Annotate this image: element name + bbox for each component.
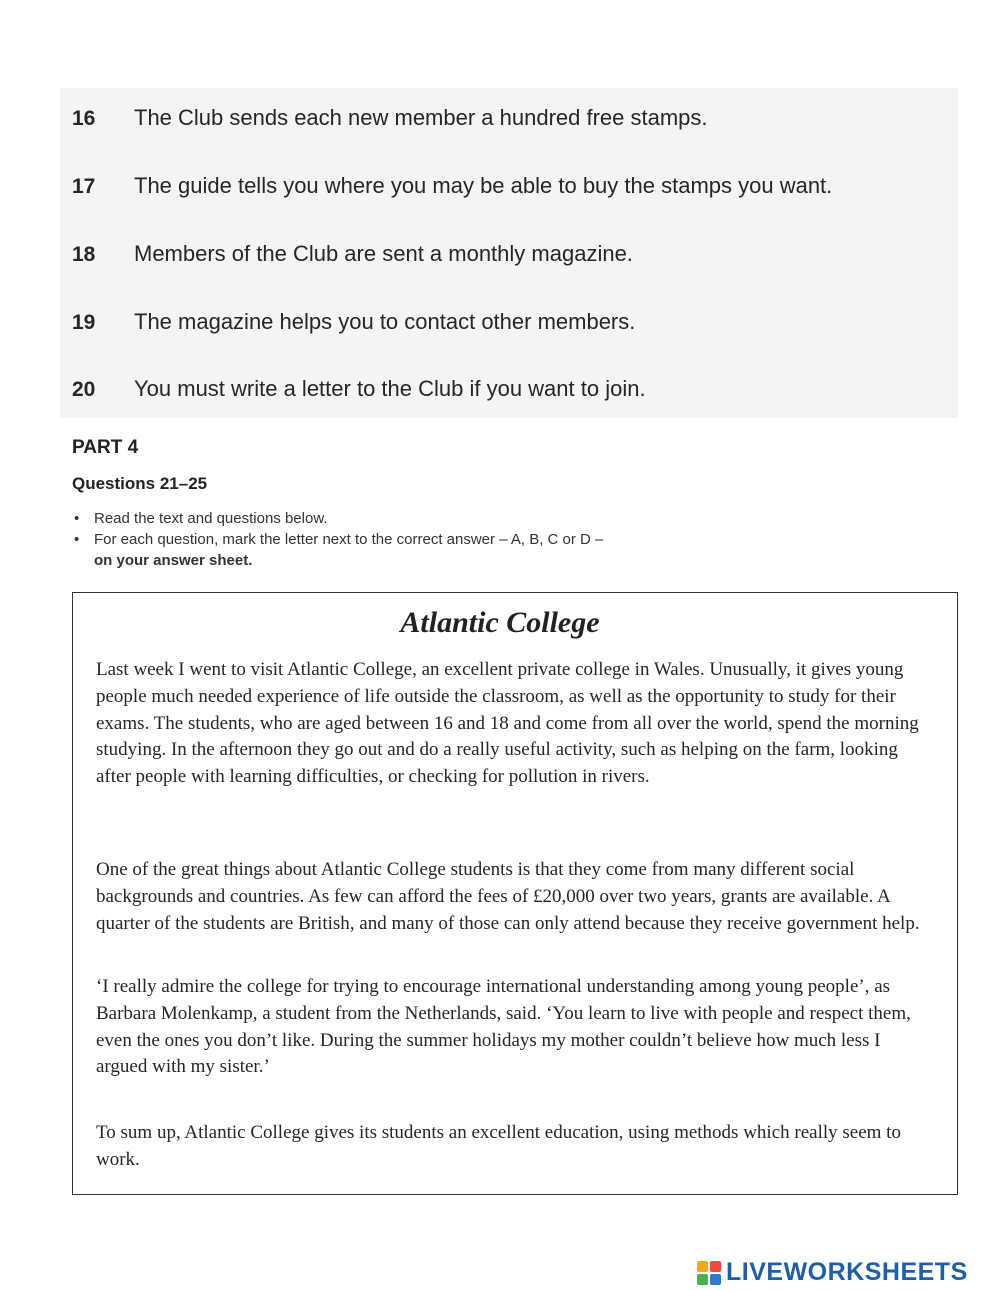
statement-number: 19 bbox=[72, 311, 96, 334]
article-paragraph-1: Last week I went to visit Atlantic College, an excellent private college in Wales. Unusually, it gives young people much needed experience of life outside the classroom, as well as the opportunity to study for their exams. The students, who are aged between 16 and 18 and come from all over the world, spend the morning studying. In the afternoon they go out and do a really useful activity, such as helping on the farm, looking after people with learning difficulties, or checking for pollution in rivers. bbox=[96, 659, 919, 788]
article-title: Atlantic College bbox=[400, 606, 600, 639]
statement-text: You must write a letter to the Club if you want to join. bbox=[134, 376, 646, 401]
statement-text: The magazine helps you to contact other members. bbox=[134, 309, 636, 334]
article-paragraph-3: ‘I really admire the college for trying to encourage international understanding among young people’, as Barbara Molenkamp, a student from the Netherlands, said. ‘You learn to live with people and respect them, even the ones you don’t like. During the summer holidays my mother couldn’t believe how much less I argued with my sister.’ bbox=[96, 976, 911, 1078]
liveworksheets-logo[interactable] bbox=[697, 1258, 968, 1287]
instruction-text: Read the text and questions below. bbox=[94, 510, 328, 527]
statement-number: 17 bbox=[72, 175, 96, 198]
instruction-item bbox=[72, 508, 603, 529]
questions-heading: Questions 21–25 bbox=[72, 474, 208, 493]
statement-16 bbox=[72, 105, 708, 131]
article-paragraph-4: To sum up, Atlantic College gives its students an excellent education, using methods which really seem to work. bbox=[96, 1122, 901, 1170]
statement-number: 20 bbox=[72, 378, 96, 401]
statement-18 bbox=[72, 241, 633, 267]
brand-name: LIVEWORKSHEETS bbox=[726, 1258, 968, 1286]
statement-text: The Club sends each new member a hundred free stamps. bbox=[134, 105, 708, 130]
instructions-list bbox=[72, 508, 603, 571]
instruction-continuation: on your answer sheet. bbox=[94, 552, 253, 569]
statement-19 bbox=[72, 309, 635, 335]
statement-text: The guide tells you where you may be able to buy the stamps you want. bbox=[134, 173, 833, 198]
statement-number: 16 bbox=[72, 107, 96, 130]
statement-20 bbox=[72, 376, 646, 402]
bullet-icon: • bbox=[74, 531, 80, 548]
liveworksheets-logo-icon bbox=[697, 1261, 721, 1285]
statement-text: Members of the Club are sent a monthly magazine. bbox=[134, 241, 633, 266]
statement-17 bbox=[72, 173, 832, 199]
instruction-text: For each question, mark the letter next to the correct answer – A, B, C or D – bbox=[94, 531, 604, 548]
bullet-icon: • bbox=[74, 510, 80, 527]
article-paragraph-2: One of the great things about Atlantic College students is that they come from many different social backgrounds and countries. As few can afford the fees of £20,000 over two years, grants are available. A quarter of the students are British, and many of those can only attend because they receive government help. bbox=[96, 859, 920, 934]
instruction-item bbox=[72, 529, 603, 550]
statement-number: 18 bbox=[72, 243, 96, 266]
part-title: PART 4 bbox=[72, 437, 139, 458]
